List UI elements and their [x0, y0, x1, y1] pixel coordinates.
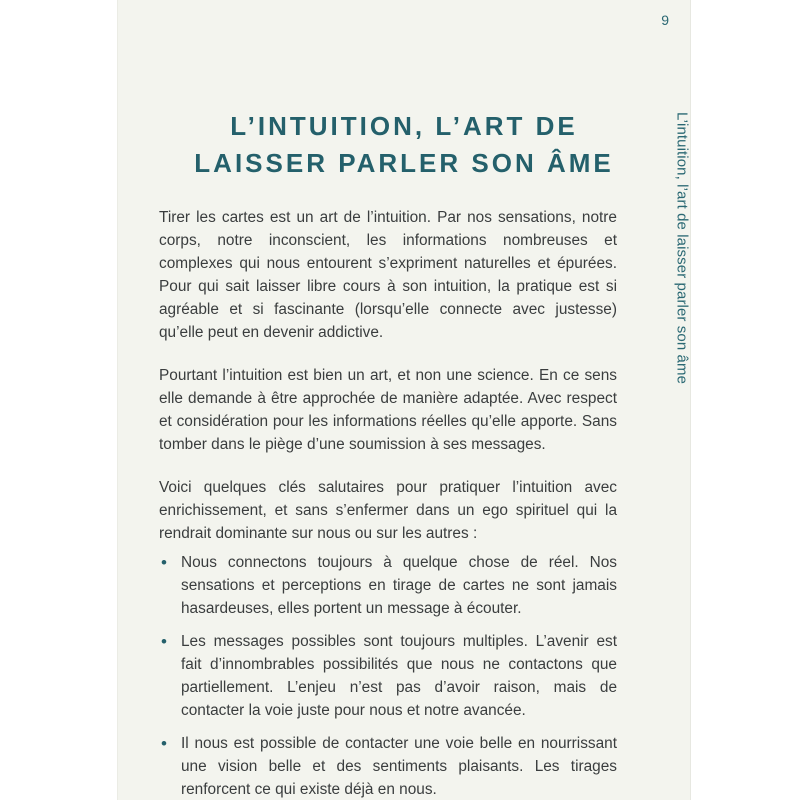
paragraph-3: Voici quelques clés salutaires pour pratiquer l’intuition avec enrichissement, et sans s’enfermer dans un ego spirituel qui la rendrait dominante sur nous ou sur les autres :: [159, 479, 617, 542]
paragraph-1: Tirer les cartes est un art de l’intuition. Par nos sensations, notre corps, notre inconscient, les informations nombreuses et complexes qui nous entourent s’expriment naturelles et épurées. Pour qui sait laisser libre cours à son intuition, la pratique est si agréable et si fascinante (lorsqu’elle connecte avec justesse) qu’elle peut en devenir addictive.: [159, 209, 617, 341]
list-item-text: Il nous est possible de contacter une voie belle en nourrissant une vision belle et des sentiments plaisants. Les tirages renforcent ce qui existe déjà en nous.: [181, 735, 617, 798]
list-item: [159, 551, 617, 620]
bullet-icon: •: [161, 734, 167, 753]
paragraph-2: Pourtant l’intuition est bien un art, et non une science. En ce sens elle demande à être approchée de manière adaptée. Avec respect et considération pour les informations réelles qu’elle apporte. Sans tomber dans le piège d’une soumission à ses messages.: [159, 367, 617, 453]
page-title: [117, 108, 691, 182]
page-number: 9: [661, 12, 669, 28]
list-item: [159, 630, 617, 722]
bullet-icon: •: [161, 632, 167, 651]
list-item: [159, 732, 617, 801]
list-item-text: Les messages possibles sont toujours multiples. L’avenir est fait d’innombrables possibilités que nous ne contactons que partiellement. L’enjeu n’est pas d’avoir raison, mais de contacter la voie juste pour nous et notre avancée.: [181, 633, 617, 719]
running-head: L’intuition, l’art de laisser parler son âme: [673, 111, 691, 385]
page-title-line-2: LAISSER PARLER SON ÂME: [194, 148, 614, 178]
page-title-line-1: L’INTUITION, L’ART DE: [230, 111, 578, 141]
key-list: [159, 551, 617, 801]
list-item-text: Nous connectons toujours à quelque chose de réel. Nos sensations et perceptions en tirage de cartes ne sont jamais hasardeuses, elles portent un message à écouter.: [181, 554, 617, 617]
body-text: [159, 206, 617, 811]
bullet-icon: •: [161, 553, 167, 572]
